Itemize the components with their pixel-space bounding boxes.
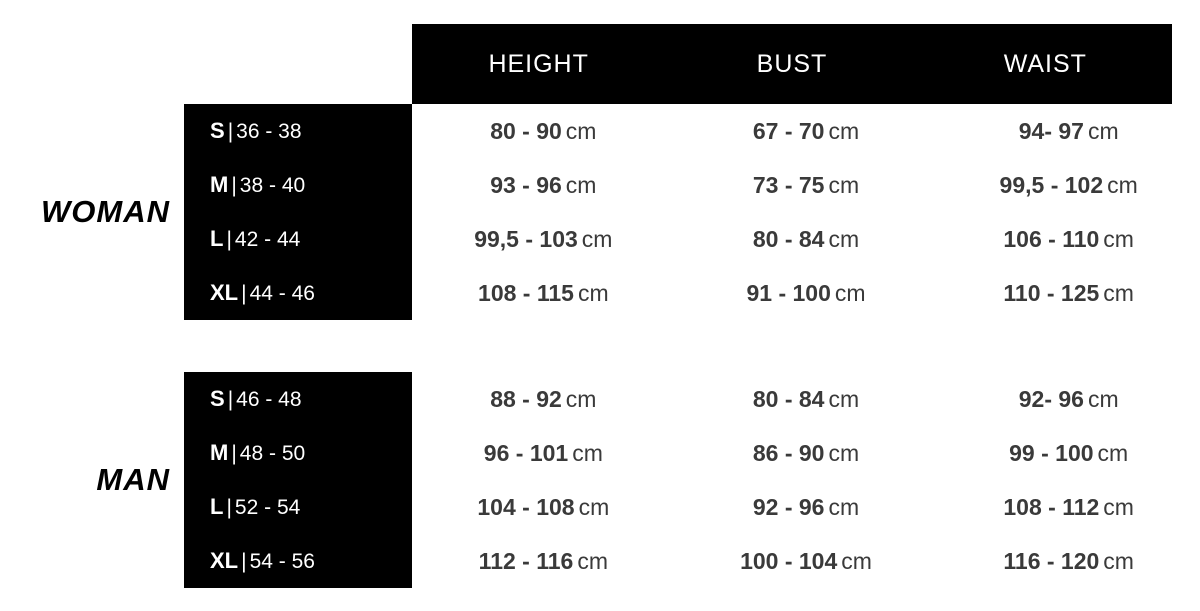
height-unit: cm [565, 385, 597, 412]
rows-woman [0, 104, 1200, 320]
height-unit: cm [565, 117, 597, 144]
waist-unit: cm [1097, 439, 1129, 466]
waist-cell [937, 172, 1200, 199]
size-range: 38 - 40 [239, 174, 306, 197]
waist-value: 110 - 125 [1003, 279, 1100, 306]
size-cell [184, 172, 412, 198]
table-row [0, 212, 1200, 266]
table-row [0, 534, 1200, 588]
size-range: 46 - 48 [236, 388, 302, 411]
size-range: 44 - 46 [249, 282, 315, 305]
bust-value: 92 - 96 [752, 493, 825, 520]
size-code: XL [210, 280, 239, 305]
bust-cell [675, 118, 938, 145]
waist-value: 108 - 112 [1003, 493, 1100, 520]
size-code: L [210, 494, 224, 519]
waist-cell [937, 280, 1200, 307]
waist-value: 99,5 - 102 [999, 171, 1104, 198]
size-code: M [210, 440, 229, 465]
waist-unit: cm [1103, 225, 1134, 252]
waist-cell [937, 386, 1200, 413]
bust-unit: cm [828, 493, 860, 520]
height-cell [412, 226, 675, 253]
height-value: 96 - 101 [483, 439, 569, 466]
height-cell [412, 118, 675, 145]
height-unit: cm [578, 493, 610, 520]
table-row [0, 266, 1200, 320]
size-separator: | [227, 120, 234, 143]
size-cell [184, 494, 412, 520]
group-woman [0, 104, 1200, 320]
size-code: M [210, 172, 229, 197]
bust-cell [675, 280, 938, 307]
bust-cell [675, 386, 938, 413]
size-cell [184, 548, 412, 574]
waist-value: 116 - 120 [1003, 547, 1100, 574]
column-header-bust: BUST [756, 49, 828, 78]
height-cell [412, 386, 675, 413]
size-separator: | [226, 496, 232, 519]
bust-value: 73 - 75 [752, 171, 825, 198]
height-value: 104 - 108 [477, 493, 575, 520]
group-label-man: MAN [96, 462, 170, 497]
waist-unit: cm [1107, 171, 1138, 198]
bust-cell [675, 548, 938, 575]
bust-value: 80 - 84 [752, 385, 825, 412]
bust-unit: cm [841, 547, 872, 574]
height-value: 108 - 115 [478, 279, 574, 306]
table-row [0, 480, 1200, 534]
bust-value: 67 - 70 [752, 117, 825, 144]
waist-cell [937, 548, 1200, 575]
waist-value: 99 - 100 [1009, 439, 1094, 466]
waist-cell [937, 494, 1200, 521]
size-separator: | [226, 228, 232, 251]
waist-unit: cm [1103, 493, 1134, 520]
size-range: 36 - 38 [236, 120, 302, 143]
waist-cell [937, 440, 1200, 467]
size-cell [184, 440, 412, 466]
waist-unit: cm [1087, 385, 1119, 412]
height-unit: cm [565, 171, 597, 198]
height-value: 88 - 92 [490, 385, 562, 412]
bust-unit: cm [828, 225, 860, 252]
column-header-height: HEIGHT [488, 49, 589, 78]
waist-value: 94- 97 [1018, 117, 1084, 144]
size-range: 48 - 50 [239, 442, 306, 465]
waist-cell [937, 226, 1200, 253]
height-value: 99,5 - 103 [474, 225, 578, 252]
height-unit: cm [581, 225, 613, 252]
size-cell [184, 118, 412, 144]
group-man [0, 372, 1200, 588]
bust-cell [675, 226, 938, 253]
height-cell [412, 548, 675, 575]
bust-unit: cm [828, 171, 860, 198]
height-value: 112 - 116 [478, 547, 574, 574]
table-row [0, 426, 1200, 480]
size-code: S [210, 386, 225, 411]
height-unit: cm [572, 439, 603, 466]
size-cell [184, 280, 412, 306]
header-row [412, 24, 1172, 104]
size-separator: | [241, 282, 247, 305]
waist-value: 92- 96 [1018, 385, 1084, 412]
table-row [0, 372, 1200, 426]
waist-unit: cm [1103, 279, 1134, 306]
rows-man [0, 372, 1200, 588]
size-separator: | [241, 550, 247, 573]
height-cell [412, 280, 675, 307]
bust-value: 91 - 100 [746, 279, 831, 306]
size-cell [184, 226, 412, 252]
table-row [0, 104, 1200, 158]
group-label-woman: WOMAN [41, 194, 170, 229]
bust-unit: cm [828, 385, 860, 412]
size-range: 52 - 54 [234, 496, 301, 519]
size-separator: | [231, 442, 237, 465]
bust-unit: cm [828, 117, 860, 144]
size-range: 42 - 44 [234, 228, 301, 251]
size-code: XL [210, 548, 239, 573]
table-row [0, 158, 1200, 212]
waist-unit: cm [1103, 547, 1134, 574]
waist-cell [937, 118, 1200, 145]
bust-value: 80 - 84 [752, 225, 825, 252]
bust-unit: cm [828, 439, 860, 466]
height-value: 93 - 96 [490, 171, 562, 198]
bust-unit: cm [834, 279, 866, 306]
size-separator: | [231, 174, 237, 197]
height-unit: cm [577, 279, 609, 306]
height-cell [412, 172, 675, 199]
bust-value: 86 - 90 [752, 439, 825, 466]
size-code: S [210, 118, 225, 143]
size-code: L [210, 226, 224, 251]
size-range: 54 - 56 [249, 550, 315, 573]
height-cell [412, 494, 675, 521]
height-value: 80 - 90 [490, 117, 562, 144]
bust-cell [675, 440, 938, 467]
bust-cell [675, 172, 938, 199]
bust-cell [675, 494, 938, 521]
waist-value: 106 - 110 [1003, 225, 1100, 252]
size-cell [184, 386, 412, 412]
waist-unit: cm [1087, 117, 1119, 144]
column-header-waist: WAIST [1003, 49, 1087, 78]
height-unit: cm [577, 547, 608, 574]
height-cell [412, 440, 675, 467]
bust-value: 100 - 104 [740, 547, 838, 574]
size-separator: | [227, 388, 234, 411]
